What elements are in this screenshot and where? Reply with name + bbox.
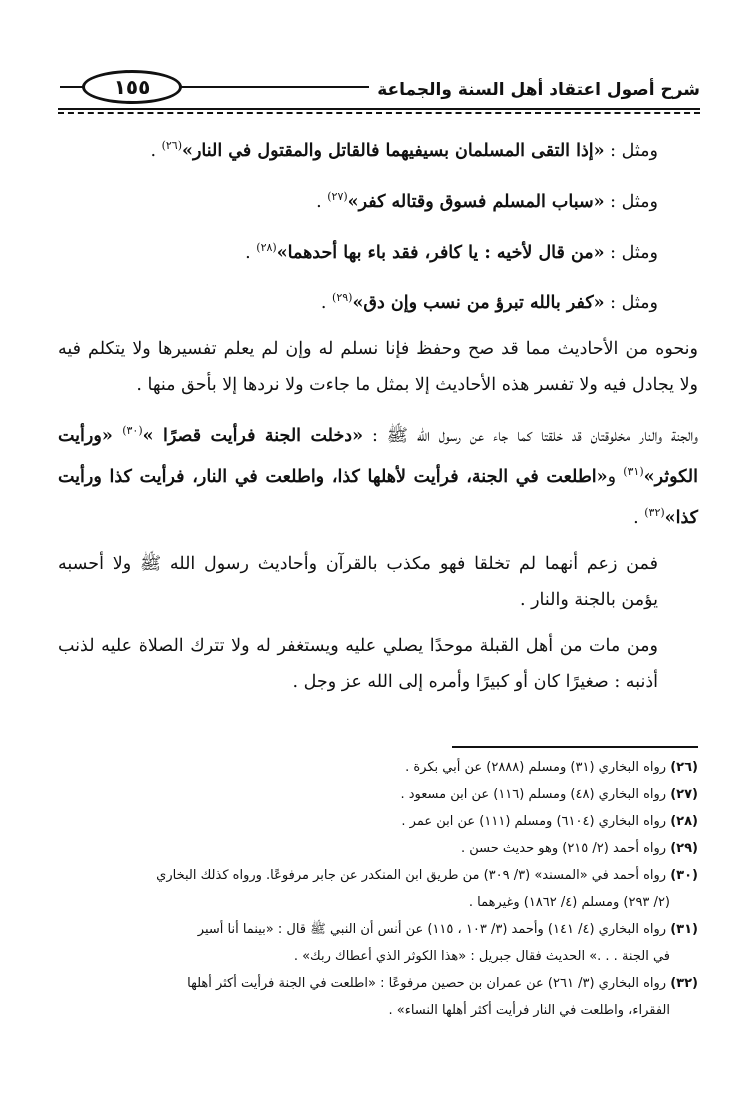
page-number: ١٥٥: [82, 70, 182, 104]
footnotes: [58, 754, 698, 1024]
hadith-quote: «من قال لأخيه : يا كافر، فقد باء بها أحدهما»: [276, 242, 605, 263]
paragraph-mithl-1: ومثل : «إذا التقى المسلمان بسيفيهما فالقاتل والمقتول في النار»$^{(٢٦)}$ .: [150, 139, 658, 161]
paragraph-mithl-2: ومثل : «سباب المسلم فسوق وقتاله كفر»$^{(٢٧)}$ .: [316, 189, 658, 212]
footnote-ref[interactable]: (٢٧): [327, 189, 348, 203]
running-title: شرح أصول اعتقاد أهل السنة والجماعة: [369, 80, 700, 100]
footnote-26: (٢٦) رواه البخاري (٣١) ومسلم (٢٨٨٨) عن أبي بكرة .: [405, 760, 698, 775]
hadith-quote: «إذا التقى المسلمان بسيفيهما فالقاتل والمقتول في النار»: [182, 140, 605, 161]
footnote-30: (٣٠) رواه أحمد في «المسند» (٣/ ٣٠٩) من طريق ابن المنكدر عن جابر مرفوعًا. ورواه كذلك البخاري (٢/ ٢٩٣) ومسلم (٤/ ١٨٦٢) وغيرهما .: [156, 868, 698, 910]
footnote-29: (٢٩) رواه أحمد (٢/ ٢١٥) وهو حديث حسن .: [460, 841, 698, 856]
paragraph-denial: فمن زعم أنهما لم تخلقا فهو مكذب بالقرآن وأحاديث رسول الله ﷺ ولا أحسبه يؤمن بالجنة والنار .: [58, 553, 658, 610]
footnote-27: (٢٧) رواه البخاري (٤٨) ومسلم (١١٦) عن ابن مسعود .: [400, 787, 698, 802]
hadith-quote: «سباب المسلم فسوق وقتاله كفر»: [347, 191, 605, 212]
footnote-32: (٣٢) رواه البخاري (٣/ ٢٦١) عن عمران بن حصين مرفوعًا : «اطلعت في الجنة فرأيت أكثر أهلها الفقراء، واطلعت في النار فرأيت أكثر أهلها النساء» .: [187, 976, 698, 1018]
paragraph-jannah-nar: والجنة والنار مخلوقتان قد خلقتا كما جاء عن رسول الله ﷺ : «دخلت الجنة فرأيت قصرًا »$^{(٣٠)}$ «ورأيت الكوثر»$^{(٣١)}$ و«اطلعت في الجنة، فرأيت لأهلها كذا، واطلعت في النار، فرأيت كذا ورأيت كذا»$^{(٣٢)}$ .: [58, 424, 698, 528]
footnote-ref[interactable]: (٣٢): [644, 505, 665, 519]
paragraph-mithl-4: ومثل : «كفر بالله تبرؤ من نسب وإن دق»$^{(٢٩)}$ .: [320, 291, 658, 314]
footnote-ref[interactable]: (٢٨): [256, 240, 277, 254]
footnote-ref[interactable]: (٢٩): [332, 291, 353, 305]
header-divider: [58, 108, 700, 114]
footnote-31: (٣١) رواه البخاري (٤/ ١٤١) وأحمد (٣/ ١٠٣ ، ١١٥) عن أنس أن النبي ﷺ قال : «بينما أنا أسير في الجنة . . .» الحديث فقال جبريل : «هذا الكوثر الذي أعطاك ربك» .: [197, 922, 698, 964]
footnote-28: (٢٨) رواه البخاري (٦١٠٤) ومسلم (١١١) عن ابن عمر .: [401, 814, 698, 829]
paragraph-mithl-3: ومثل : «من قال لأخيه : يا كافر، فقد باء بها أحدهما»$^{(٢٨)}$ .: [245, 240, 658, 263]
page-header: [60, 62, 700, 106]
hadith-quote: «كفر بالله تبرؤ من نسب وإن دق»: [352, 293, 605, 314]
paragraph-hadith-acceptance: ونحوه من الأحاديث مما قد صح وحفظ فإنا نسلم له وإن لم يعلم تفسيرها ولا يتكلم فيه ولا يجادل فيه ولا تفسر هذه الأحاديث إلا بمثل ما جاءت ولا نردها إلا بأحق منها .: [58, 339, 698, 396]
footnote-separator: [452, 746, 698, 748]
footnote-ref[interactable]: (٣٠): [122, 424, 143, 438]
main-text: [58, 128, 698, 710]
paragraph-ahl-qibla: ومن مات من أهل القبلة موحدًا يصلي عليه ويستغفر له ولا تترك الصلاة عليه لذنب أذنبه : صغيرًا كان أو كبيرًا وأمره إلى الله عز وجل .: [58, 635, 658, 692]
footnote-ref[interactable]: (٣١): [623, 465, 644, 479]
footnote-ref[interactable]: (٢٦): [161, 139, 183, 152]
